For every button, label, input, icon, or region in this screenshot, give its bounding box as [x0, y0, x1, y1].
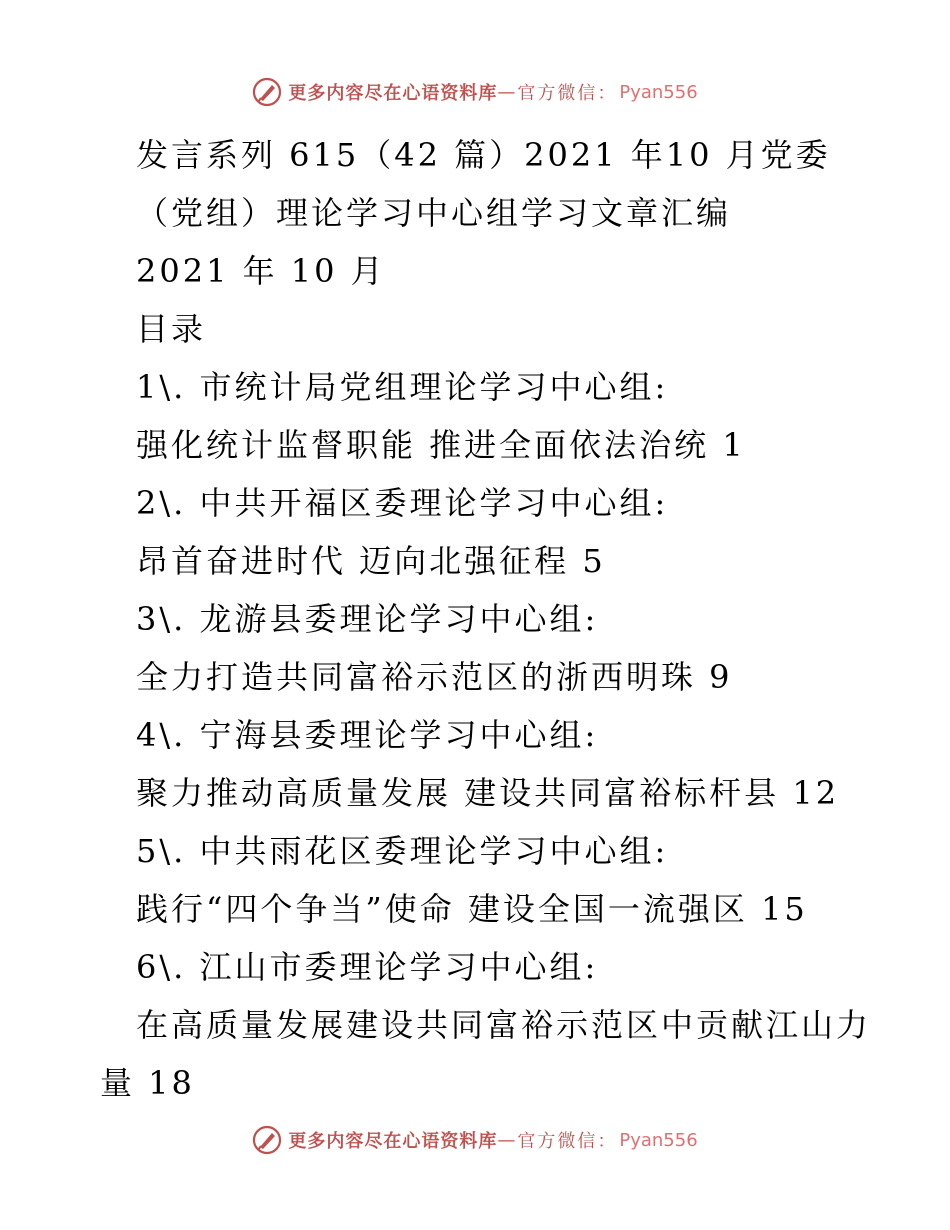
watermark-brand: 更多内容尽在心语资料库: [288, 1131, 498, 1152]
watermark-wechat-id: Pyan556: [619, 81, 698, 103]
quill-logo-icon: [252, 1125, 282, 1155]
toc-item-org: 4\. 宁海县委理论学习中心组:: [136, 716, 599, 754]
toc-item-title: 在高质量发展建设共同富裕示范区中贡献江山力: [136, 1006, 872, 1044]
toc-item-org: 3\. 龙游县委理论学习中心组:: [136, 600, 599, 638]
toc-item-title: 昂首奋进时代 迈向北强征程 5: [136, 542, 606, 580]
toc-item-org: 2\. 中共开福区委理论学习中心组:: [136, 484, 669, 522]
toc-heading: 目录: [136, 310, 207, 348]
watermark-dash: —: [497, 1129, 518, 1151]
watermark-footer: [0, 1120, 950, 1160]
toc-item-title-continuation: 量 18: [100, 1064, 195, 1102]
watermark-official: 官方微信：: [517, 1131, 618, 1152]
document-body: [0, 126, 950, 1112]
watermark-official: 官方微信：: [517, 83, 618, 104]
toc-item-org: 5\. 中共雨花区委理论学习中心组:: [136, 832, 669, 870]
toc-item-title: 践行“四个争当”使命 建设全国一流强区 15: [136, 890, 808, 928]
toc-item-org: 6\. 江山市委理论学习中心组:: [136, 948, 599, 986]
toc-item-title: 强化统计监督职能 推进全面依法治统 1: [136, 426, 746, 464]
document-date: 2021 年 10 月: [136, 252, 386, 290]
watermark-wechat-id: Pyan556: [619, 1129, 698, 1151]
watermark-header: [0, 72, 950, 112]
toc-item-title: 全力打造共同富裕示范区的浙西明珠 9: [136, 658, 733, 696]
quill-logo-icon: [252, 77, 282, 107]
toc-item-org: 1\. 市统计局党组理论学习中心组:: [136, 368, 669, 406]
document-title-line-2: （党组）理论学习中心组学习文章汇编: [136, 194, 732, 232]
watermark-dash: —: [497, 81, 518, 103]
toc-item-title: 聚力推动高质量发展 建设共同富裕标杆县 12: [136, 774, 840, 812]
document-title-line-1: 发言系列 615（42 篇）2021 年10 月党委: [136, 136, 831, 174]
watermark-brand: 更多内容尽在心语资料库: [288, 83, 498, 104]
